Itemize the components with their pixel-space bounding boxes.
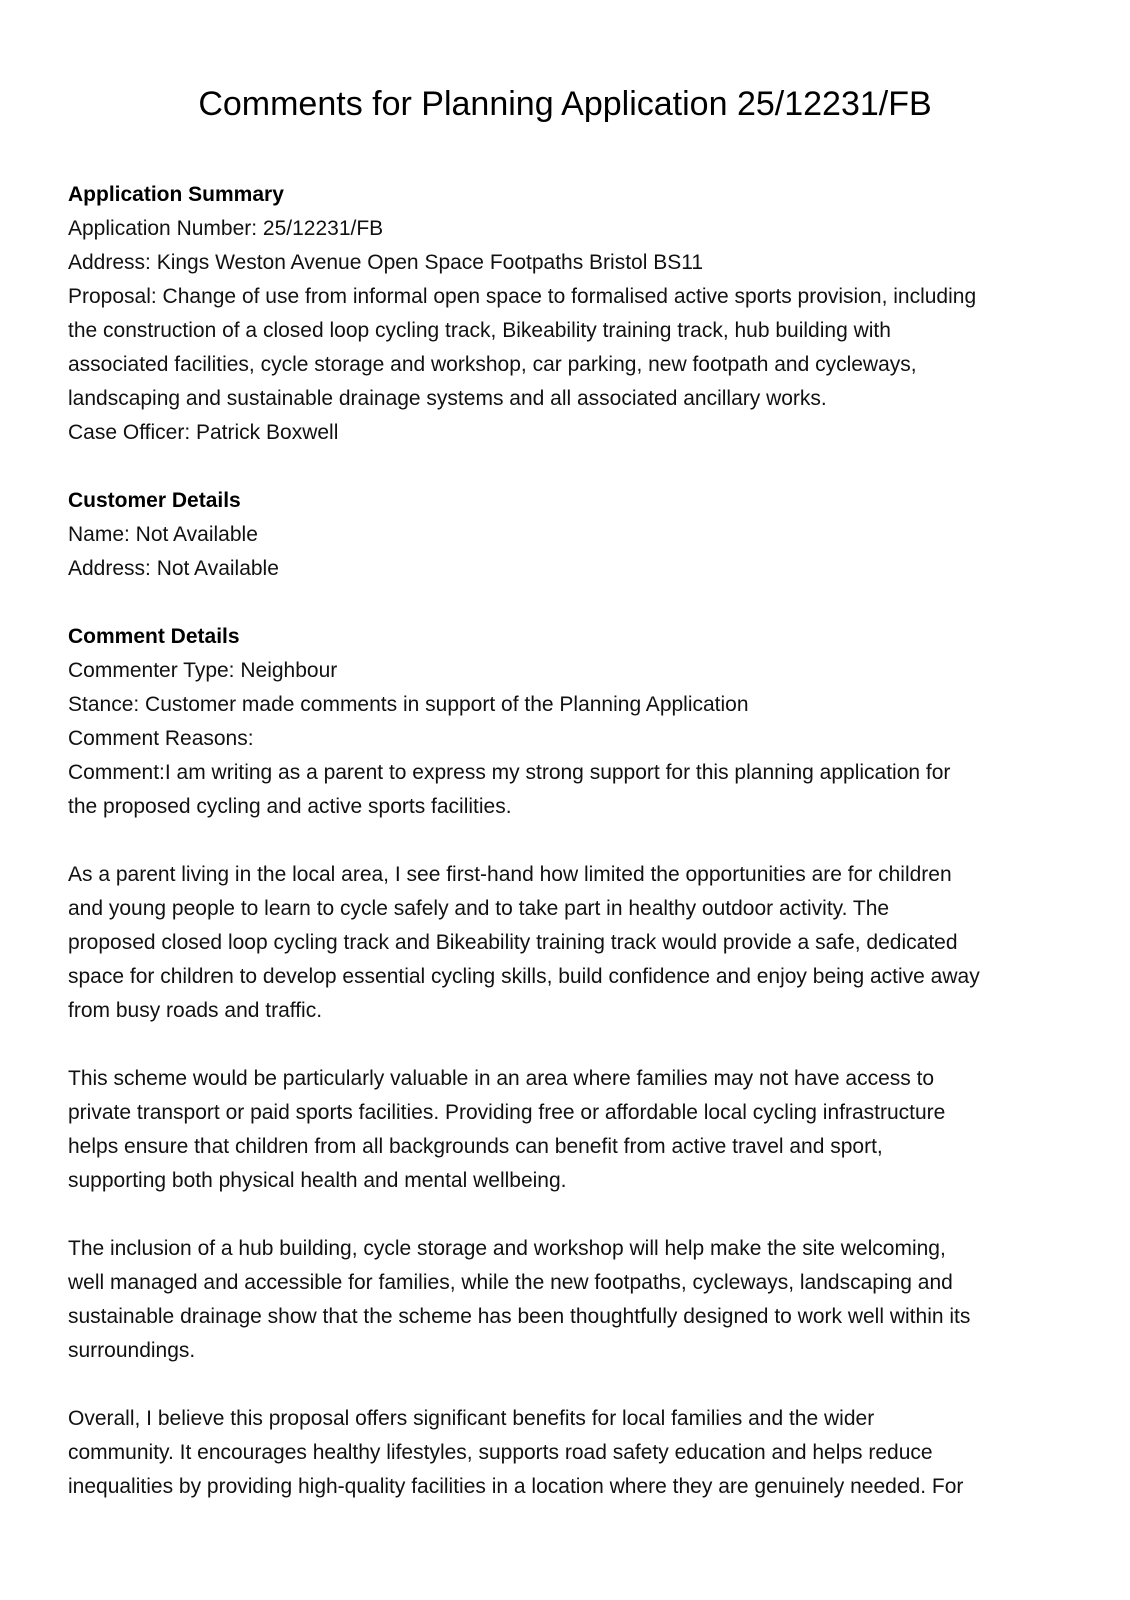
proposal-line: the construction of a closed loop cycling track, Bikeability training track, hub building with	[68, 319, 891, 342]
page-title: Comments for Planning Application 25/12231/FB	[198, 85, 932, 123]
paragraph-spacer	[68, 1028, 1068, 1062]
comment-line: helps ensure that children from all backgrounds can benefit from active travel and sport,	[68, 1135, 883, 1158]
comment-details-heading: Comment Details	[68, 625, 240, 648]
comment-line: Overall, I believe this proposal offers significant benefits for local families and the wider	[68, 1407, 875, 1430]
document-body	[68, 178, 1068, 1504]
comment-line: space for children to develop essential cycling skills, build confidence and enjoy being active away	[68, 965, 980, 988]
customer-details-section	[68, 484, 1068, 586]
comment-line: proposed closed loop cycling track and Bikeability training track would provide a safe, dedicated	[68, 931, 958, 954]
application-address: Address: Kings Weston Avenue Open Space Footpaths Bristol BS11	[68, 251, 704, 274]
commenter-type: Commenter Type: Neighbour	[68, 659, 338, 682]
comment-line: and young people to learn to cycle safely and to take part in healthy outdoor activity. The	[68, 897, 890, 920]
comment-paragraph	[68, 858, 1068, 1028]
comment-line: community. It encourages healthy lifestyles, supports road safety education and helps reduce	[68, 1441, 933, 1464]
application-summary-heading: Application Summary	[68, 183, 284, 206]
section-spacer	[68, 586, 1068, 620]
comment-paragraph	[68, 756, 1068, 824]
proposal-line: Proposal: Change of use from informal open space to formalised active sports provision, including	[68, 285, 977, 308]
case-officer: Case Officer: Patrick Boxwell	[68, 421, 339, 444]
comment-details-section	[68, 620, 1068, 1504]
stance: Stance: Customer made comments in support of the Planning Application	[68, 693, 749, 716]
proposal-line: associated facilities, cycle storage and workshop, car parking, new footpath and cycleways,	[68, 353, 917, 376]
comment-line: sustainable drainage show that the scheme has been thoughtfully designed to work well within its	[68, 1305, 971, 1328]
comment-paragraph	[68, 1232, 1068, 1368]
comment-line: the proposed cycling and active sports facilities.	[68, 795, 512, 818]
comment-line: from busy roads and traffic.	[68, 999, 323, 1022]
application-summary-section	[68, 178, 1068, 450]
comment-line: Comment:I am writing as a parent to express my strong support for this planning application for	[68, 761, 951, 784]
proposal-text	[68, 280, 1068, 416]
comment-line: well managed and accessible for families, while the new footpaths, cycleways, landscaping and	[68, 1271, 953, 1294]
section-spacer	[68, 450, 1068, 484]
proposal-line: landscaping and sustainable drainage systems and all associated ancillary works.	[68, 387, 827, 410]
customer-address: Address: Not Available	[68, 557, 279, 580]
comment-line: surroundings.	[68, 1339, 196, 1362]
comment-line: inequalities by providing high-quality facilities in a location where they are genuinely needed. For	[68, 1475, 964, 1498]
paragraph-spacer	[68, 1368, 1068, 1402]
paragraph-spacer	[68, 824, 1068, 858]
comment-paragraph	[68, 1402, 1068, 1504]
customer-details-heading: Customer Details	[68, 489, 241, 512]
comment-paragraph	[68, 1062, 1068, 1198]
paragraph-spacer	[68, 1198, 1068, 1232]
comment-line: private transport or paid sports facilities. Providing free or affordable local cycling infrastructure	[68, 1101, 946, 1124]
comment-line: supporting both physical health and mental wellbeing.	[68, 1169, 567, 1192]
comment-reasons: Comment Reasons:	[68, 727, 254, 750]
customer-name: Name: Not Available	[68, 523, 258, 546]
comment-line: As a parent living in the local area, I see first-hand how limited the opportunities are for children	[68, 863, 952, 886]
comment-line: The inclusion of a hub building, cycle storage and workshop will help make the site welcoming,	[68, 1237, 946, 1260]
comment-line: This scheme would be particularly valuable in an area where families may not have access to	[68, 1067, 935, 1090]
application-number: Application Number: 25/12231/FB	[68, 217, 384, 240]
